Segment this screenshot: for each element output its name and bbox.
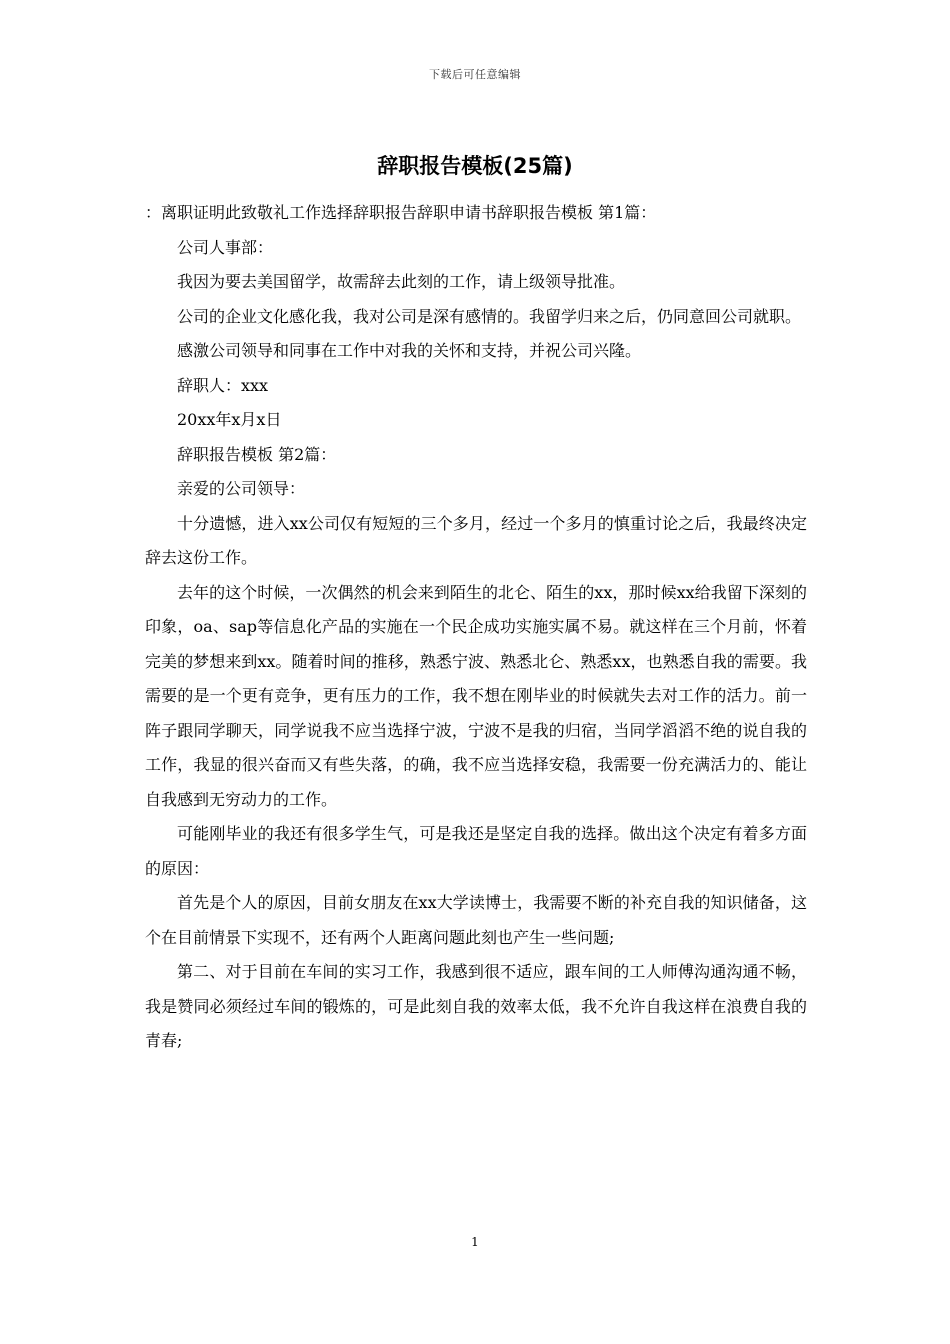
paragraph: 去年的这个时候，一次偶然的机会来到陌生的北仑、陌生的xx，那时候xx给我留下深刻的印象，oa、sap等信息化产品的实施在一个民企成功实施实属不易。就这样在三个月前，怀着完美的梦想来到xx。随着时间的推移，熟悉宁波、熟悉北仑、熟悉xx，也熟悉自我的需要。我需要的是一个更有竞争，更有压力的工作，我不想在刚毕业的时候就失去对工作的活力。前一阵子跟同学聊天，同学说我不应当选择宁波，宁波不是我的归宿，当同学滔滔不绝的说自我的工作，我显的很兴奋而又有些失落，的确，我不应当选择安稳，我需要一份充满活力的、能让自我感到无穷动力的工作。 — [145, 582, 807, 809]
document-title: 辞职报告模板(25篇) — [377, 154, 573, 178]
paragraph: 十分遗憾，进入xx公司仅有短短的三个多月，经过一个多月的慎重讨论之后，我最终决定辞去这份工作。 — [145, 513, 807, 567]
paragraph: ：离职证明此致敬礼工作选择辞职报告辞职申请书辞职报告模板 第1篇： — [145, 203, 657, 222]
paragraph: 公司人事部： — [177, 237, 274, 257]
paragraph: 公司的企业文化感化我，我对公司是深有感情的。我留学归来之后，仍同意回公司就职。 — [177, 306, 802, 326]
paragraph: 我因为要去美国留学，故需辞去此刻的工作，请上级领导批准。 — [177, 272, 626, 291]
paragraph: 感激公司领导和同事在工作中对我的关怀和支持，并祝公司兴隆。 — [177, 341, 642, 360]
paragraph: 20xx年x月x日 — [177, 410, 282, 429]
paragraph: 首先是个人的原因，目前女朋友在xx大学读博士，我需要不断的补充自我的知识储备，这个在目前情景下实现不，还有两个人距离问题此刻也产生一些问题; — [145, 893, 807, 947]
paragraph: 第二、对于目前在车间的实习工作，我感到很不适应，跟车间的工人师傅沟通沟通不畅，我是赞同必须经过车间的锻炼的，可是此刻自我的效率太低，我不允许自我这样在浪费自我的青春; — [145, 962, 807, 1050]
header-note: 下载后可任意编辑 — [429, 68, 521, 81]
paragraph: 可能刚毕业的我还有很多学生气，可是我还是坚定自我的选择。做出这个决定有着多方面的原因： — [145, 824, 807, 878]
page-number: 1 — [471, 1235, 479, 1249]
paragraph: 辞职人：xxx — [177, 375, 269, 395]
paragraph: 亲爱的公司领导： — [177, 479, 306, 498]
paragraph: 辞职报告模板 第2篇： — [177, 444, 337, 464]
document-body — [145, 196, 807, 1059]
